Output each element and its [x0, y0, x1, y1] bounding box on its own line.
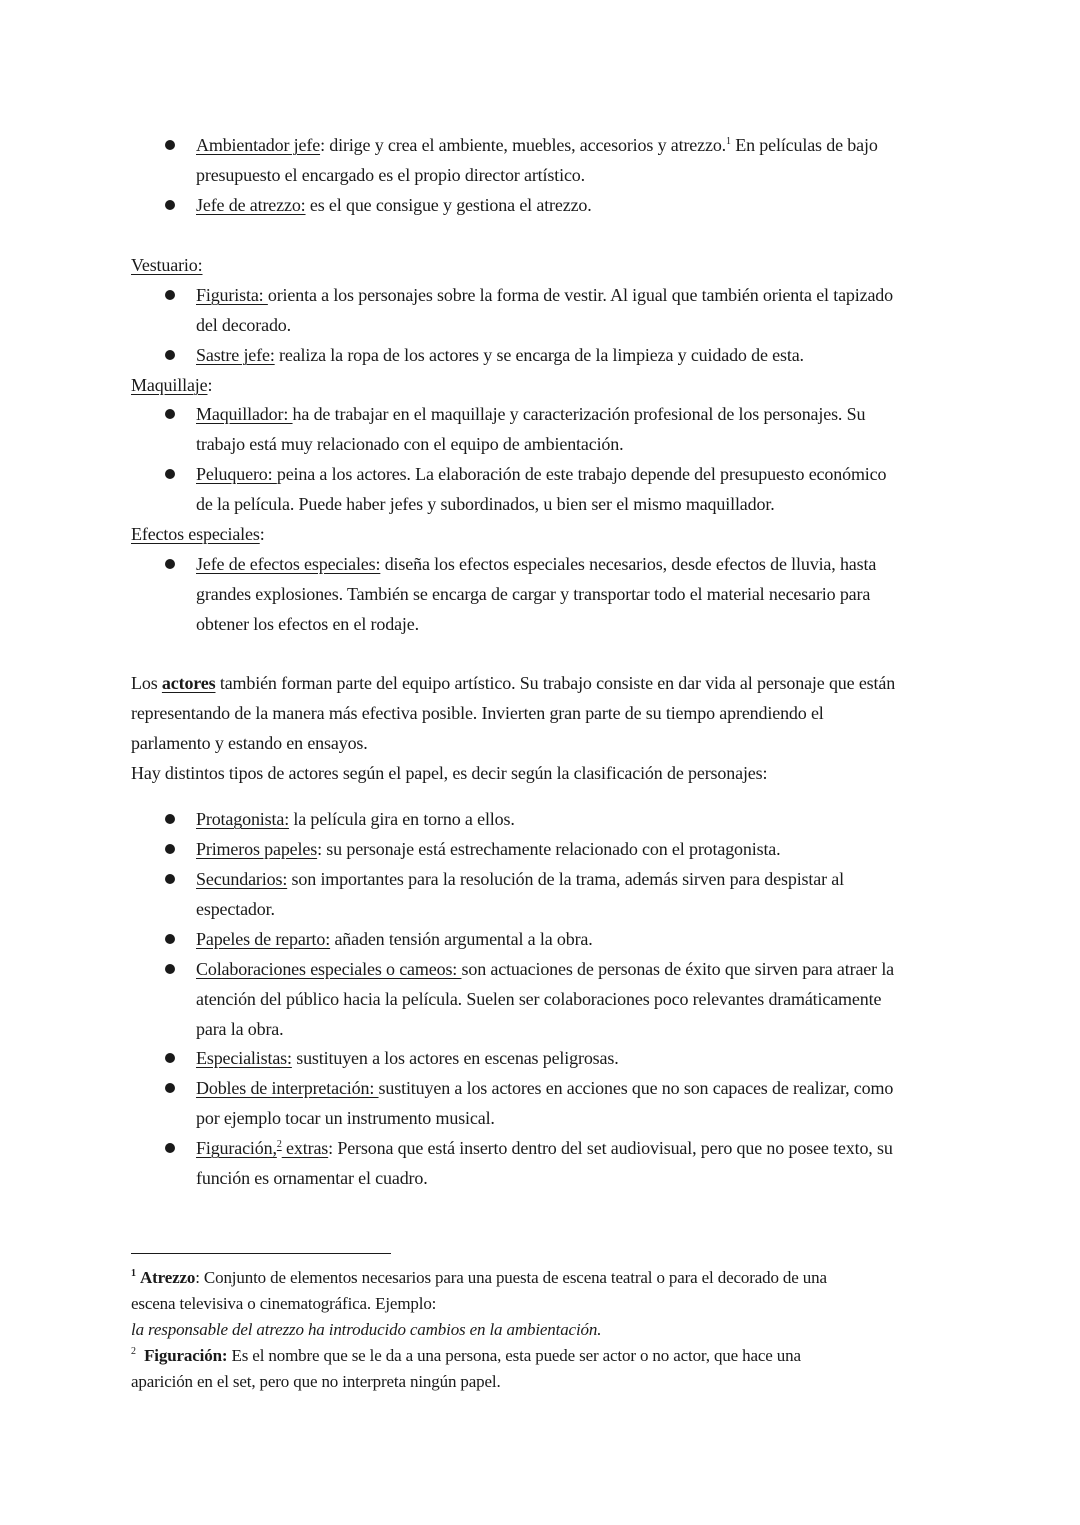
bullet-icon: [165, 559, 175, 569]
bullet-icon: [165, 1083, 175, 1093]
term: Figurista:: [196, 285, 268, 305]
list-item-dobles: Dobles de interpretación: sustituyen a los actores en acciones que no son capaces de realizar, como: [196, 1078, 894, 1098]
list-item-papeles-reparto: Papeles de reparto: añaden tensión argumental a la obra.: [196, 929, 593, 949]
footnote-1-example: la responsable del atrezzo ha introducido cambios en la ambientación.: [131, 1320, 602, 1339]
bullet-icon: [165, 814, 175, 824]
list-item-jefe-efectos: Jefe de efectos especiales: diseña los efectos especiales necesarios, desde efectos de lluvia, hasta: [196, 554, 877, 574]
bullet-icon: [165, 290, 175, 300]
paragraph-actores-line: Hay distintos tipos de actores según el papel, es decir según la clasificación de personajes:: [131, 763, 768, 783]
bullet-icon: [165, 140, 175, 150]
footnote-divider: [131, 1253, 391, 1254]
term: Maquillador:: [196, 404, 293, 424]
section-heading-vestuario: Vestuario:: [131, 255, 203, 275]
term: Figuración,: [196, 1138, 277, 1158]
term: Protagonista:: [196, 809, 290, 829]
term: Primeros papeles: [196, 839, 318, 859]
bullet-icon: [165, 469, 175, 479]
term: Jefe de atrezzo:: [196, 195, 306, 215]
list-item-ambientador: Ambientador jefe: dirige y crea el ambiente, muebles, accesorios y atrezzo.$^1$ En películas de bajo: [196, 135, 878, 155]
bullet-icon: [165, 934, 175, 944]
list-item-continuation: de la película. Puede haber jefes y subordinados, u bien ser el mismo maquillador.: [196, 494, 775, 514]
section-heading-efectos: Efectos especiales:: [131, 524, 265, 544]
bullet-icon: [165, 964, 175, 974]
bullet-icon: [165, 350, 175, 360]
list-item-peluquero: Peluquero: peina a los actores. La elaboración de este trabajo depende del presupuesto económico: [196, 464, 887, 484]
list-item-sastre: Sastre jefe: realiza la ropa de los actores y se encarga de la limpieza y cuidado de esta.: [196, 345, 804, 365]
bullet-icon: [165, 1143, 175, 1153]
list-item-continuation: del decorado.: [196, 315, 292, 335]
paragraph-actores-line: parlamento y estando en ensayos.: [131, 733, 368, 753]
footnote-ref[interactable]: 1: [726, 136, 731, 147]
term: Papeles de reparto:: [196, 929, 331, 949]
bullet-icon: [165, 1053, 175, 1063]
term: Ambientador jefe: [196, 135, 321, 155]
list-item-continuation: presupuesto el encargado es el propio director artístico.: [196, 165, 585, 185]
term: Secundarios:: [196, 869, 288, 889]
bullet-icon: [165, 409, 175, 419]
term: Dobles de interpretación:: [196, 1078, 379, 1098]
list-item-continuation: por ejemplo tocar un instrumento musical.: [196, 1108, 495, 1128]
list-item-figurista: Figurista: orienta a los personajes sobre la forma de vestir. Al igual que también orienta el tapizado: [196, 285, 893, 305]
list-item-especialistas: Especialistas: sustituyen a los actores en escenas peligrosas.: [196, 1048, 619, 1068]
footnote-term: Figuración:: [144, 1346, 228, 1365]
term: Especialistas:: [196, 1048, 292, 1068]
list-item-continuation: obtener los efectos en el rodaje.: [196, 614, 419, 634]
list-item-jefe-atrezzo: Jefe de atrezzo: es el que consigue y gestiona el atrezzo.: [196, 195, 592, 215]
list-item-protagonista: Protagonista: la película gira en torno a ellos.: [196, 809, 515, 829]
footnote-term: Atrezzo: [139, 1268, 196, 1287]
bullet-icon: [165, 200, 175, 210]
term: Jefe de efectos especiales:: [196, 554, 381, 574]
paragraph-actores-line: Los actores también forman parte del equipo artístico. Su trabajo consiste en dar vida al personaje que están: [131, 673, 896, 693]
footnote-2: $^2$ Figuración: Es el nombre que se le da a una persona, esta puede ser actor o no actor, que hace una: [131, 1346, 801, 1365]
footnote-1: $^1$ Atrezzo: Conjunto de elementos necesarios para una puesta de escena teatral o para el decorado de una: [131, 1268, 827, 1287]
list-item-continuation: función es ornamentar el cuadro.: [196, 1168, 428, 1188]
paragraph-actores-line: representando de la manera más efectiva posible. Invierten gran parte de su tiempo aprendiendo el: [131, 703, 824, 723]
bullet-icon: [165, 874, 175, 884]
term: Colaboraciones especiales o cameos:: [196, 959, 462, 979]
list-item-maquillador: Maquillador: ha de trabajar en el maquillaje y caracterización profesional de los personajes. Su: [196, 404, 866, 424]
list-item-continuation: atención del público hacia la película. Suelen ser colaboraciones poco relevantes dramáticamente: [196, 989, 882, 1009]
section-heading-maquillaje: Maquillaje:: [131, 375, 213, 395]
footnote-1-line: escena televisiva o cinematográfica. Ejemplo:: [131, 1294, 437, 1313]
footnote-ref[interactable]: 2: [276, 1139, 282, 1150]
list-item-figuracion: Figuración,$^2$ extras: Persona que está inserto dentro del set audiovisual, pero que no posee texto, su: [196, 1138, 893, 1158]
list-item-continuation: espectador.: [196, 899, 275, 919]
keyword-actores: actores: [161, 673, 216, 693]
list-item-continuation: trabajo está muy relacionado con el equipo de ambientación.: [196, 434, 624, 454]
bullet-icon: [165, 844, 175, 854]
list-item-continuation: grandes explosiones. También se encarga de cargar y transportar todo el material necesario para: [196, 584, 871, 604]
list-item-primeros-papeles: Primeros papeles: su personaje está estrechamente relacionado con el protagonista.: [196, 839, 781, 859]
footnote-2-line: aparición en el set, pero que no interpreta ningún papel.: [131, 1372, 501, 1391]
term: Sastre jefe:: [196, 345, 275, 365]
list-item-continuation: para la obra.: [196, 1019, 284, 1039]
list-item-secundarios: Secundarios: son importantes para la resolución de la trama, además sirven para despistar al: [196, 869, 844, 889]
list-item-colaboraciones: Colaboraciones especiales o cameos: son actuaciones de personas de éxito que sirven para atraer la: [196, 959, 895, 979]
term: Peluquero:: [196, 464, 277, 484]
